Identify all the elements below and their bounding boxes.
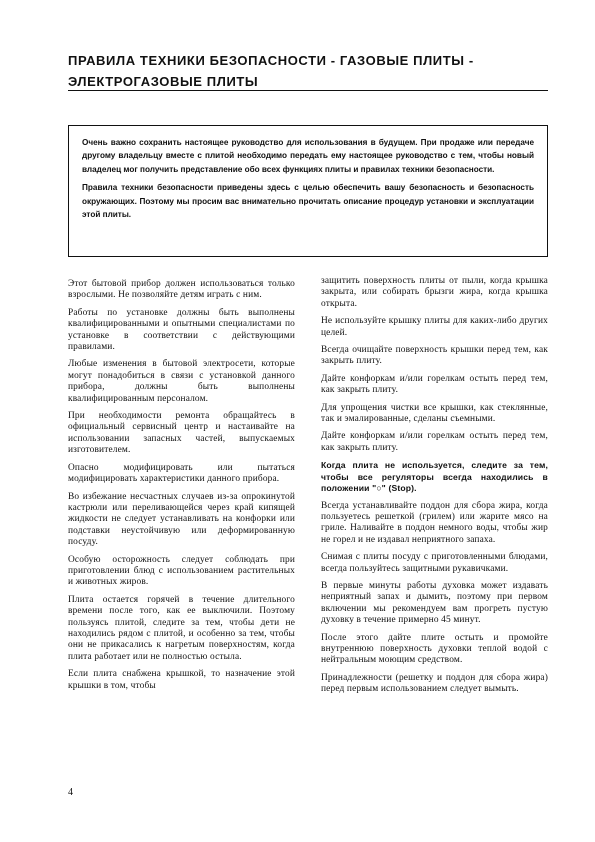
body-paragraph: Опасно модифицировать или пытаться модифицировать характеристики данного прибора.: [68, 462, 295, 485]
important-notice-box: [68, 125, 548, 257]
body-paragraph: Если плита снабжена крышкой, то назначение этой крышки в том, чтобы: [68, 669, 295, 691]
page-title-line-2: ЭЛЕКТРОГАЗОВЫЕ ПЛИТЫ: [68, 74, 259, 89]
body-paragraph: Особую осторожность следует соблюдать при приготовлении блюд с использованием растительных и животных жиров.: [68, 554, 295, 588]
body-paragraph: Принадлежности (решетку и поддон для сбора жира) перед первым использованием следует вымыть.: [321, 672, 548, 695]
controls-warning-paragraph: Когда плита не используется, следите за тем, чтобы все регуляторы всегда находились в положении "○" (Stop).: [321, 460, 548, 494]
body-paragraph: После этого дайте плите остыть и промойте внутреннюю поверхность духовки теплой водой с нейтральным моющим средством.: [321, 632, 548, 666]
left-text-column: [68, 279, 295, 698]
body-paragraph: Дайте конфоркам и/или горелкам остыть перед тем, как закрыть плиту.: [321, 373, 548, 396]
page-header: [68, 50, 548, 92]
body-paragraph: Дайте конфоркам и/или горелкам остыть перед тем, как закрыть плиту.: [321, 431, 548, 453]
body-paragraph: Во избежание несчастных случаев из-за опрокинутой кастрюли или переливающейся через край кипящей жидкости не следует устанавливать на конфорки или подставки неустойчивую или деформированную посуду.: [68, 491, 295, 548]
body-paragraph: защитить поверхность плиты от пыли, когда крышка закрыта, или собирать брызги жира, когда крышка открыта.: [321, 276, 548, 309]
body-paragraph: Снимая с плиты посуду с приготовленными блюдами, всегда пользуйтесь защитными рукавичками.: [321, 552, 548, 574]
body-paragraph: Не используйте крышку плиты для каких-либо других целей.: [321, 316, 548, 338]
body-paragraph: При необходимости ремонта обращайтесь в официальный сервисный центр и настаивайте на использовании запасных частей, выпускаемых изготовителем.: [68, 411, 295, 456]
body-paragraph: Этот бытовой прибор должен использоваться только взрослыми. Не позволяйте детям играть с ним.: [68, 279, 295, 301]
body-paragraph: Работы по установке должны быть выполнены квалифицированными и опытными специалистами по установке в соответствии с действующими правилами.: [68, 307, 295, 353]
body-paragraph: Любые изменения в бытовой электросети, которые могут понадобиться в связи с установкой данного прибора, должны быть выполнены квалифицированным персоналом.: [68, 359, 295, 404]
notice-paragraph-1: Очень важно сохранить настоящее руководство для использования в будущем. При продаже или передаче другому владельцу вместе с плитой необходимо передать ему настоящее руководство с тем, чтобы новый владелец мог получить представление обо всех функциях плиты и правилах техники безопасности.: [82, 138, 534, 174]
body-paragraph: Для упрощения чистки все крышки, как стеклянные, так и эмалированные, сделаны съемными.: [321, 402, 548, 425]
body-paragraph: Всегда устанавливайте поддон для сбора жира, когда пользуетесь решеткой (грилем) или жарите мясо на гриле. Наливайте в поддон немного воды, чтобы жир не горел и не издавал неприятного запаха.: [321, 500, 548, 545]
page-number: 4: [68, 787, 73, 798]
title-divider: [68, 90, 548, 91]
right-text-column: [321, 276, 548, 702]
notice-paragraph-2: Правила техники безопасности приведены здесь с целью обеспечить вашу безопасность и безопасность окружающих. Поэтому мы просим вас внимательно прочитать описание процедур установки и эксплуатации этой плиты.: [82, 183, 534, 220]
body-paragraph: В первые минуты работы духовка может издавать неприятный запах и дымить, поэтому при первом включении мы рекомендуем вам прогреть пустую духовку в течение примерно 45 минут.: [321, 580, 548, 626]
body-paragraph: Плита остается горячей в течение длительного времени после того, как ее выключили. Поэтому пользуясь плитой, следите за тем, чтобы дети не находились рядом с плитой, и особенно за тем, чтобы они не прикасались к нагретым поверхностям, когда плита работает или не полностью остыла.: [68, 594, 295, 662]
page-title-line-1: ПРАВИЛА ТЕХНИКИ БЕЗОПАСНОСТИ - ГАЗОВЫЕ ПЛИТЫ -: [68, 53, 474, 68]
body-paragraph: Всегда очищайте поверхность крышки перед тем, как закрыть плиту.: [321, 345, 548, 367]
